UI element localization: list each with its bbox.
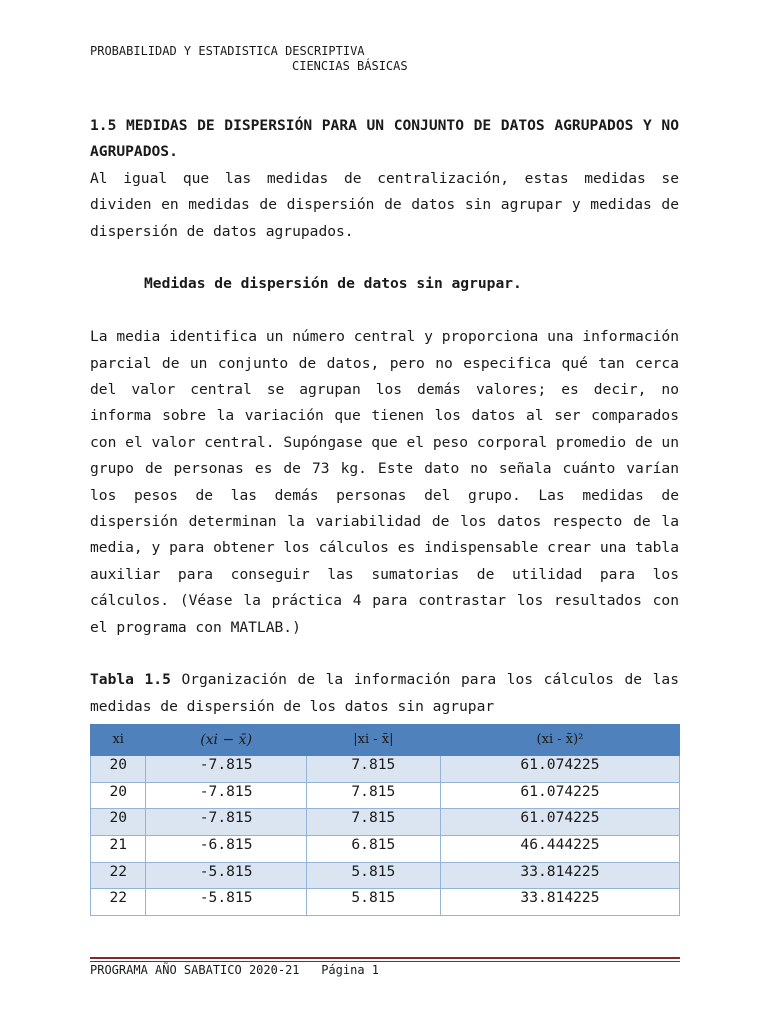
table-caption-label: Tabla 1.5 [90, 671, 171, 689]
header-deviation: (xi − x̄) [146, 725, 306, 756]
header-xi: xi [91, 725, 146, 756]
footer-program: PROGRAMA AÑO SABATICO 2020-21 [90, 963, 300, 977]
table-cell: 6.815 [306, 836, 440, 863]
table-cell: 20 [91, 756, 146, 783]
page-footer [90, 963, 379, 978]
table-cell: -7.815 [146, 756, 306, 783]
table-caption [90, 667, 679, 720]
table-cell: 20 [91, 782, 146, 809]
table-cell: 7.815 [306, 756, 440, 783]
table-cell: 7.815 [306, 782, 440, 809]
table-cell: 5.815 [306, 862, 440, 889]
section-title: 1.5 MEDIDAS DE DISPERSIÓN PARA UN CONJUNTO DE DATOS AGRUPADOS Y NO AGRUPADOS. [90, 117, 679, 161]
footer-rule-thin [90, 961, 680, 962]
header-course-title: PROBABILIDAD Y ESTADISTICA DESCRIPTIVA [90, 44, 365, 58]
table-row [91, 836, 680, 863]
table-cell: -5.815 [146, 889, 306, 916]
table-header-row [91, 725, 680, 756]
intro-paragraph: Al igual que las medidas de centralización, estas medidas se dividen en medidas de dispersión de datos sin agrupar y medidas de dispersión de datos agrupados. [90, 169, 679, 240]
footer-page-number: Página 1 [321, 963, 379, 977]
table-cell: 61.074225 [440, 809, 679, 836]
data-table [90, 724, 680, 916]
table-row [91, 782, 680, 809]
table-cell: -5.815 [146, 862, 306, 889]
table-cell: 5.815 [306, 889, 440, 916]
document-body [90, 113, 679, 916]
table-cell: 20 [91, 809, 146, 836]
table-cell: -7.815 [146, 782, 306, 809]
table-cell: 61.074225 [440, 756, 679, 783]
table-row [91, 756, 680, 783]
page-header [90, 44, 408, 74]
table-cell: 33.814225 [440, 862, 679, 889]
table-cell: 21 [91, 836, 146, 863]
table-row [91, 862, 680, 889]
header-abs-deviation: |xi - x̄| [306, 725, 440, 756]
table-body [91, 756, 680, 916]
table-caption-text: Organización de la información para los cálculos de las medidas de dispersión de los datos sin agrupar [90, 671, 680, 715]
table-cell: 61.074225 [440, 782, 679, 809]
body-paragraph: La media identifica un número central y proporciona una información parcial de un conjunto de datos, pero no especifica qué tan cerca del valor central se agrupan los demás valores; es decir, no informa sobre la variación que tienen los datos al ser comparados con el valor central. Supóngase que el peso corporal promedio de un grupo de personas es de 73 kg. Este dato no señala cuánto varían los pesos de las demás personas del grupo. Las medidas de dispersión determinan la variabilidad de los datos respecto de la media, y para obtener los cálculos es indispensable crear una tabla auxiliar para conseguir las sumatorias de utilidad para los cálculos. (Véase la práctica 4 para contrastar los resultados con el programa con MATLAB.) [90, 328, 679, 636]
table-row [91, 809, 680, 836]
table-cell: 22 [91, 862, 146, 889]
table-cell: 33.814225 [440, 889, 679, 916]
table-cell: 46.444225 [440, 836, 679, 863]
table-cell: 22 [91, 889, 146, 916]
subheading: Medidas de dispersión de datos sin agrupar. [144, 275, 522, 293]
table-cell: 7.815 [306, 809, 440, 836]
table-cell: -7.815 [146, 809, 306, 836]
header-squared-deviation: (xi - x̄)² [440, 725, 679, 756]
table-cell: -6.815 [146, 836, 306, 863]
footer-rule [90, 957, 680, 959]
table-row [91, 889, 680, 916]
header-department: CIENCIAS BÁSICAS [292, 59, 408, 73]
